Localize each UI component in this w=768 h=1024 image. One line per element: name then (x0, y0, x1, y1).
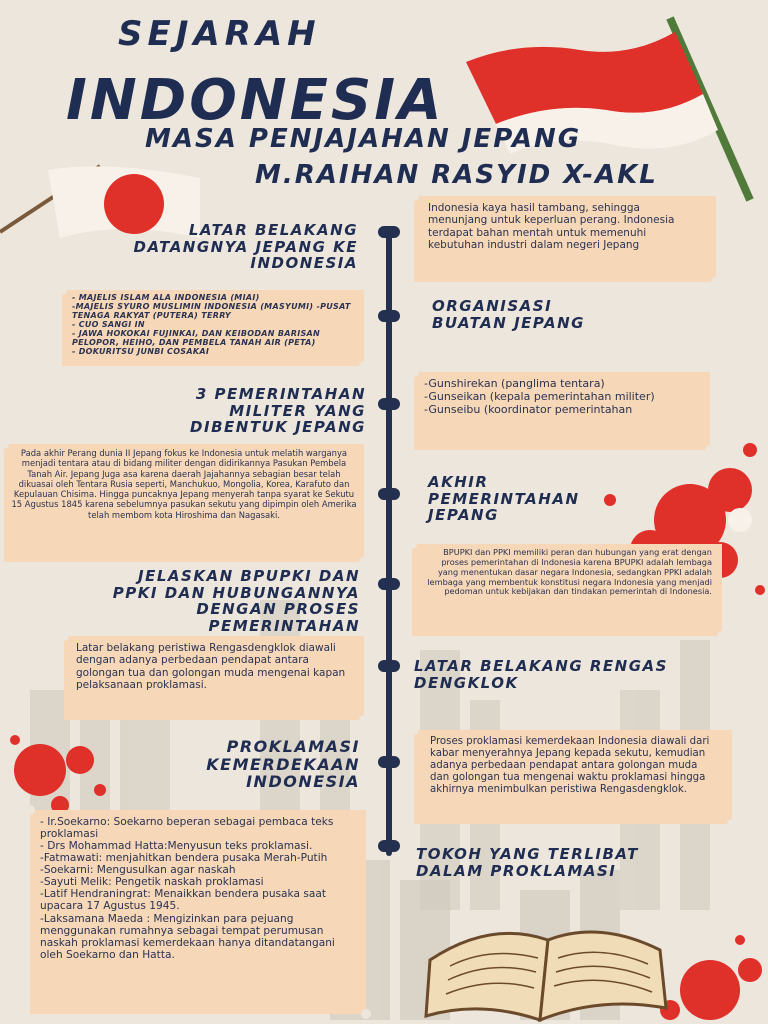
list-item: -Laksamana Maeda : Mengizinkan para pejuang menggunakan rumahnya sebagai tempat perumusan naskah proklamasi kemerdekaan hanya ditandatangani oleh Soekarno dan Hatta. (40, 912, 335, 961)
timeline-dot (378, 226, 400, 238)
list-item: -Soekarni: Mengusulkan agar naskah (40, 864, 236, 877)
title-indonesia: INDONESIA (66, 68, 445, 133)
heading-line: DIBENTUK JEPANG (190, 418, 366, 436)
heading-organisasi (432, 298, 692, 331)
list-item: -Gunseikan (kepala pemerintahan militer) (424, 389, 655, 403)
heading-line: LATAR BELAKANG RENGAS (414, 657, 668, 675)
open-book-icon (420, 900, 670, 1024)
heading-line: MILITER YANG (229, 401, 366, 420)
heading-line: DALAM PROKLAMASI (416, 861, 617, 880)
list-item: -Gunshirekan (panglima tentara) (424, 377, 605, 390)
list-item: - DOKURITSU JUNBI COSAKAI (72, 346, 210, 356)
heading-rengas (414, 658, 714, 691)
heading-line: INDONESIA (250, 254, 358, 272)
card-body-text: Indonesia kaya hasil tambang, sehingga menunjang untuk keperluan perang. Indonesia terdapat bahan mentah untuk memenuhi kebutuhan industri dalam negeri Jepang (428, 202, 675, 252)
card-proklamasi (414, 730, 732, 824)
list-item: -Sayuti Melik: Pengetik naskah proklamasi (40, 876, 264, 889)
card-akhir (4, 444, 364, 562)
heading-pemerintahan (100, 386, 366, 436)
heading-tokoh (416, 846, 716, 879)
list-item: -MAJELIS SYURO MUSLIMIN INDONESIA (MASYUMI) -PUSAT TENAGA RAKYAT (PUTERA) TERRY (72, 301, 351, 320)
title-sejarah: SEJARAH (118, 14, 321, 54)
heading-line: JEPANG (428, 506, 499, 524)
heading-line: PPKI DAN HUBUNGANNYA (112, 583, 360, 602)
heading-line: DENGKLOK (414, 673, 519, 692)
heading-line: AKHIR (428, 473, 489, 491)
heading-latar-jepang (92, 222, 358, 272)
timeline-dot (378, 488, 400, 500)
timeline-dot (378, 578, 400, 590)
card-body-text: Latar belakang peristiwa Rengasdengklok diawali dengan adanya perbedaan pendapat antara golongan tua dan golongan muda mengenai kapan pelaksanaan proklamasi. (76, 642, 346, 692)
heading-line: LATAR BELAKANG (188, 221, 358, 239)
timeline-dot (378, 310, 400, 322)
list-item: -Gunseibu (koordinator pemerintahan (424, 402, 633, 416)
heading-line: DENGAN PROSES (196, 600, 360, 618)
list-item: - MAJELIS ISLAM ALA INDONESIA (MIAI) (72, 293, 260, 302)
heading-line: ORGANISASI (432, 297, 553, 315)
heading-line: JELASKAN BPUPKI DAN (138, 567, 360, 585)
pemerintahan-list (424, 378, 700, 417)
heading-line: DATANGNYA JEPANG KE (133, 237, 358, 256)
paint-splatter-icon (0, 720, 130, 820)
organisasi-list (72, 294, 354, 357)
card-body-text: BPUPKI dan PPKI memiliki peran dan hubungan yang erat dengan proses pemerintahan di Indonesia karena BPUPKI adalah lembaga yang menentukan dasar negara Indonesia, sedangkan PPKI adalah lembaga yang membentuk konstitusi negara Indonesia yang menjadi pedoman untuk kebijakan dan tindakan pemerintah di Indonesia. (427, 547, 712, 597)
card-tokoh (30, 810, 366, 1014)
list-item: - CUO SANGI IN (72, 319, 145, 329)
heading-proklamasi (150, 738, 360, 791)
heading-akhir (428, 474, 648, 524)
timeline-dot (378, 398, 400, 410)
heading-line: BUATAN JEPANG (432, 313, 585, 332)
heading-bpupki (60, 568, 360, 634)
heading-line: PEMERINTAHAN (428, 489, 580, 508)
card-bpupki (412, 544, 722, 636)
heading-line: TOKOH YANG TERLIBAT (416, 845, 639, 863)
list-item: -Latif Hendraningrat: Menaikkan bendera pusaka saat upacara 17 Agustus 1945. (40, 888, 327, 913)
timeline-dot (378, 840, 400, 852)
list-item: - Drs Mohammad Hatta:Menyusun teks proklamasi. (40, 840, 313, 853)
card-rengas (64, 636, 364, 720)
heading-line: KEMERDEKAAN (206, 754, 360, 774)
card-latar-jepang (414, 196, 716, 282)
list-item: - Ir.Soekarno: Soekarno beperan sebagai pembaca teks proklamasi (40, 816, 334, 841)
list-item: - JAWA HOKOKAI FUJINKAI, DAN KEIBODAN BARISAN PELOPOR, HEIHO, DAN PEMBELA TANAH AIR (PETA) (72, 328, 321, 347)
heading-line: 3 PEMERINTAHAN (195, 385, 366, 403)
card-body-text: Proses proklamasi kemerdekaan Indonesia diawali dari kabar menyerahnya Jepang kepada sekutu, kemudian adanya perbedaan pendapat antara golongan muda dan golongan tua mengenai waktu proklamasi hingga akhirnya menimbulkan peristiwa Rengasdengklok. (430, 736, 710, 796)
list-item: -Fatmawati: menjahitkan bendera pusaka Merah-Putih (40, 852, 328, 865)
card-body-text: Pada akhir Perang dunia II Jepang fokus ke Indonesia untuk melatih warganya menjadi tentara atau di bidang militer dengan didirikannya Pasukan Pembela Tanah Air. Jepang Juga asa karena daerah Jajahannya sebagian besar telah dikuasai oleh Tentara Rusia seperti, Manchukuo, Mongolia, Korea, Karafuto dan Kepulauan Chisima. Hingga puncaknya Jepang menyerah tanpa syarat ke Sekutu 15 Agustus 1845 karena sebelumnya pasukan sekutu yang dipimpin oleh Amerika telah membom kota Hiroshima dan Nagasaki. (11, 448, 357, 520)
timeline-dot (378, 756, 400, 768)
author-line: M.RAIHAN RASYID X-AKL (255, 160, 658, 190)
timeline-dot (378, 660, 400, 672)
heading-line: PROKLAMASI (226, 737, 360, 756)
heading-line: PEMERINTAHAN (208, 616, 360, 635)
card-pemerintahan (414, 372, 710, 450)
subtitle-masa: MASA PENJAJAHAN JEPANG (145, 124, 582, 154)
heading-line: INDONESIA (246, 772, 360, 792)
tokoh-list (40, 816, 356, 961)
card-organisasi (62, 290, 364, 366)
